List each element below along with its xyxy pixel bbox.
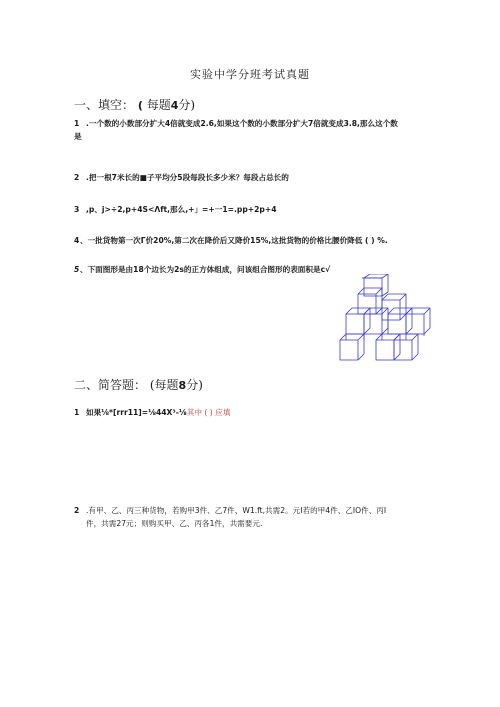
section-fill-in-score-close: 分) xyxy=(178,98,196,112)
section-fill-in-heading xyxy=(74,96,195,113)
page-title: 实验中学分班考试真题 xyxy=(190,68,310,81)
question-number: 1 xyxy=(74,119,80,128)
question-2 xyxy=(74,171,434,184)
question-number: 1 xyxy=(74,408,80,417)
question-text: .一个数的小数部分扩大4倍就变成2.6,如果这个数的小数部分扩大7倍就变成3.8,那么这个数 xyxy=(86,119,398,128)
question-text-highlight: 其中 ( ) 应填 xyxy=(186,408,231,417)
question-number: 2 xyxy=(74,173,80,182)
question-text: ,p、j>÷2,p+4S<Λft,那么,+」=+一1=.pp+2p+4 xyxy=(86,205,277,214)
question-number: 3 xyxy=(74,205,80,214)
section-short-answer-score-num: 8 xyxy=(178,379,187,392)
question-1 xyxy=(74,117,434,143)
section-short-answer-score-close: 分) xyxy=(186,378,203,392)
section-short-answer-score-open: (每题 xyxy=(149,378,179,392)
short-answer-question-2 xyxy=(74,504,434,530)
question-text: 如果⅛*[rrr11]=⅛44X³-⅛ xyxy=(86,408,187,417)
question-text: .有甲、乙、丙三种货物，若购甲3件、乙7件、W1.ft,共需2。元Ι若的甲4件、乙IO件、丙I xyxy=(86,506,387,515)
section-fill-in-label: 一、填空： xyxy=(74,98,135,112)
question-number: 5 xyxy=(74,265,80,274)
question-text: .把一根7米长的■子平均分5段每段长多少米？每段占总长的 xyxy=(86,173,289,182)
section-short-answer-heading xyxy=(74,376,203,393)
question-text: 、下面图形是由18个边长为2s的正方体组成，问该组合图形的表面积是c√ xyxy=(80,265,331,274)
cube-stack-figure xyxy=(336,274,432,366)
question-4 xyxy=(74,234,434,247)
question-number: 2 xyxy=(74,506,80,515)
section-short-answer-label: 二、简答题： xyxy=(74,378,147,392)
question-text-continued: 件，共需27元；则购买甲、乙、丙各1件，共需要元. xyxy=(86,519,263,528)
short-answer-question-1 xyxy=(74,406,434,419)
question-text: 、一批货物第一次Γ价20%,第二次在降价后又降价15%,这批货物的价格比腰价降低 ( ) %. xyxy=(80,236,388,245)
question-3 xyxy=(74,203,434,216)
question-text-continued: 是 xyxy=(74,132,82,141)
section-fill-in-score-num: 4 xyxy=(170,99,179,112)
section-fill-in-score-text: 每题 xyxy=(146,98,171,112)
question-number: 4 xyxy=(74,236,80,245)
section-fill-in-score-open: ( xyxy=(137,99,143,112)
